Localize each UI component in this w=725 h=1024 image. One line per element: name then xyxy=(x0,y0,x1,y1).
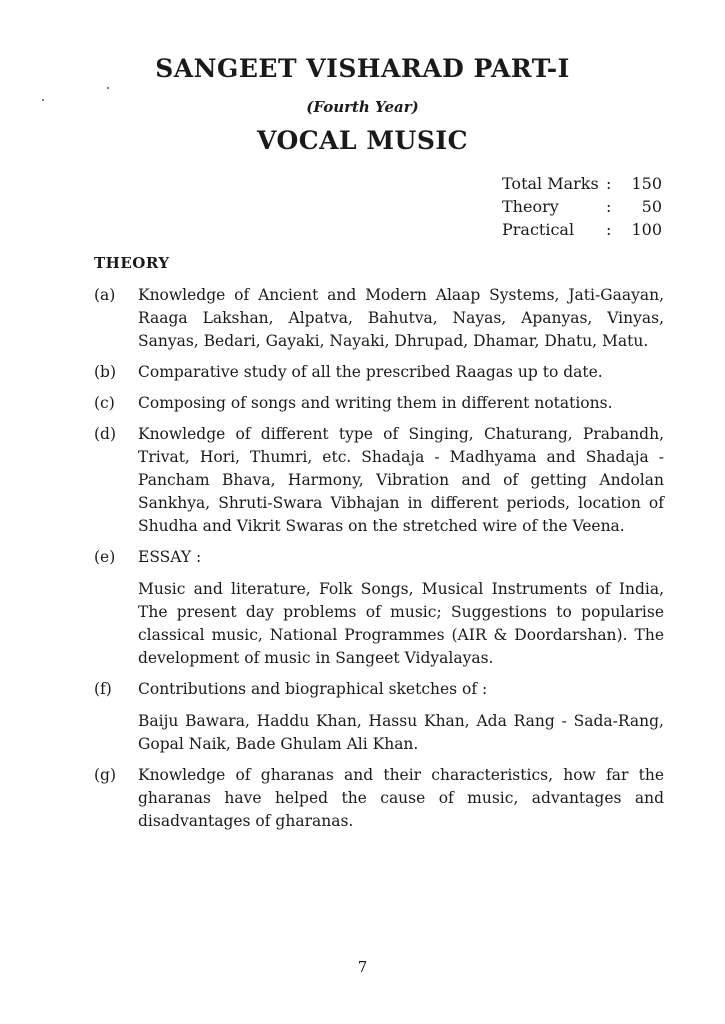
item-key: (e) xyxy=(94,548,116,566)
colon: : xyxy=(606,220,612,239)
item-text: Contributions and biographical sketches of : xyxy=(138,680,488,698)
item-text: ESSAY : xyxy=(138,548,202,566)
marks-label: Practical xyxy=(502,220,575,239)
item-detail: Music and literature, Folk Songs, Musical Instruments of India, The present day problems of music; Suggestions to popularise classical music, National Programmes (AIR & Doordarshan). The development of music in Sangeet Vidyalayas. xyxy=(138,580,664,667)
marks-value: 100 xyxy=(631,220,662,239)
marks-table xyxy=(502,172,662,241)
list-item xyxy=(94,546,664,670)
list-item xyxy=(94,284,664,353)
page-number: 7 xyxy=(357,958,368,976)
item-text: Composing of songs and writing them in different notations. xyxy=(138,394,613,412)
list-item xyxy=(94,764,664,833)
item-text: Knowledge of Ancient and Modern Alaap Systems, Jati-Gaayan, Raaga Lakshan, Alpatva, Bahutva, Nayas, Apanyas, Vinyas, Sanyas, Bedari, Gayaki, Nayaki, Dhrupad, Dhamar, Dhatu, Matu. xyxy=(138,286,664,350)
list-item xyxy=(94,392,664,415)
colon: : xyxy=(606,174,612,193)
section-heading: THEORY xyxy=(94,254,170,272)
colon: : xyxy=(606,197,612,216)
item-key: (a) xyxy=(94,286,116,304)
syllabus-list xyxy=(94,284,664,841)
item-key: (g) xyxy=(94,766,117,784)
item-key: (b) xyxy=(94,363,117,381)
marks-value: 50 xyxy=(641,197,662,216)
list-item xyxy=(94,361,664,384)
marks-row xyxy=(502,195,662,218)
marks-label: Total Marks xyxy=(502,174,599,193)
item-detail: Baiju Bawara, Haddu Khan, Hassu Khan, Ada Rang - Sada-Rang, Gopal Naik, Bade Ghulam Ali Khan. xyxy=(138,712,664,753)
item-key: (d) xyxy=(94,425,117,443)
list-item xyxy=(94,678,664,756)
scan-speck xyxy=(107,87,109,89)
subject-heading: VOCAL MUSIC xyxy=(257,126,468,155)
item-text: Comparative study of all the prescribed Raagas up to date. xyxy=(138,363,603,381)
marks-row xyxy=(502,218,662,241)
item-key: (c) xyxy=(94,394,115,412)
list-item xyxy=(94,423,664,538)
marks-value: 150 xyxy=(631,174,662,193)
page-title: SANGEET VISHARAD PART-I xyxy=(155,54,570,83)
marks-row xyxy=(502,172,662,195)
item-text: Knowledge of gharanas and their characteristics, how far the gharanas have helped the cause of music, advantages and disadvantages of gharanas. xyxy=(138,766,664,830)
item-key: (f) xyxy=(94,680,112,698)
marks-label: Theory xyxy=(502,197,559,216)
item-text: Knowledge of different type of Singing, Chaturang, Prabandh, Trivat, Hori, Thumri, etc. Shadaja - Madhyama and Shadaja - Pancham Bhava, Harmony, Vibration and of getting Andolan Sankhya, Shruti-Swara Vibhajan in different periods, location of Shudha and Vikrit Swaras on the stretched wire of the Veena. xyxy=(138,425,664,535)
page-subtitle: (Fourth Year) xyxy=(306,98,419,116)
